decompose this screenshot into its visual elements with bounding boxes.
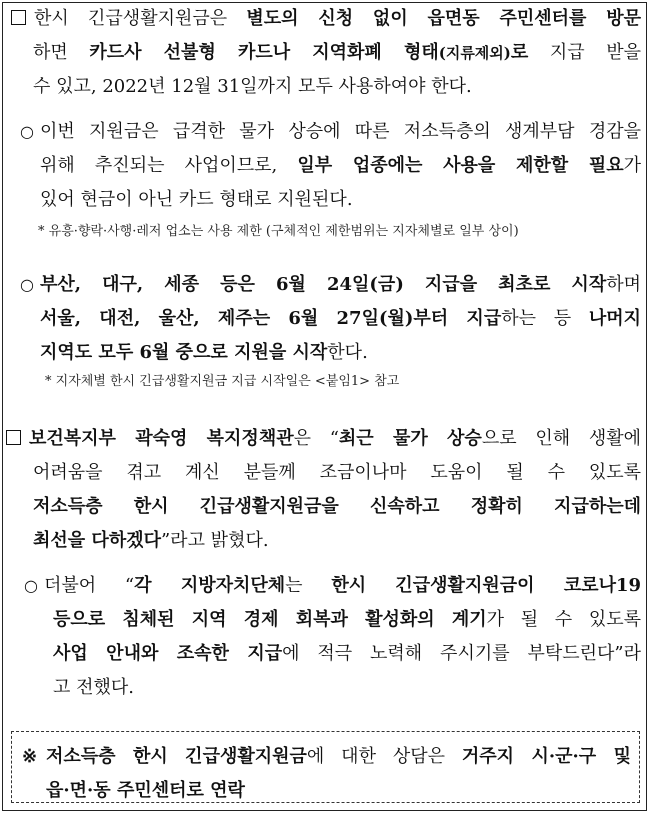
contact-notice-line-1: ※ 저소득층 한시 긴급생활지원금에 대한 상담은 거주지 시·군·구 및 — [0, 740, 651, 774]
paragraph-3-line-2: 서울, 대전, 울산, 제주는 6월 27일(월)부터 지급하는 등 나머지 — [40, 308, 641, 329]
checkbox-bullet-icon — [6, 430, 21, 445]
contact-notice — [0, 740, 651, 808]
paragraph-5-line-3: 사업 안내와 조속한 지급에 적극 노력해 주시기를 부탁드린다”라 — [53, 643, 642, 664]
circle-bullet-icon: ○ — [20, 275, 34, 294]
paragraph-2-line-3: 있어 현금이 아닌 카드 형태로 지원된다. — [40, 189, 353, 210]
paragraph-4 — [0, 422, 651, 558]
paragraph-5 — [0, 569, 651, 705]
paragraph-4-line-1: 보건복지부 곽숙영 복지정책관은 “최근 물가 상승으로 인해 생활에 — [0, 422, 651, 456]
paragraph-5-line-4: 고 전했다. — [53, 677, 134, 698]
paragraph-3-line-3: 지역도 모두 6월 중으로 지원을 시작한다. — [40, 342, 368, 363]
paragraph-3-line-1: ○ 부산, 대구, 세종 등은 6월 24일(금) 지급을 최초로 시작하며 — [0, 268, 651, 302]
circle-bullet-icon: ○ — [24, 576, 38, 595]
paragraph-1-line-1: 한시 긴급생활지원금은 별도의 신청 없이 읍면동 주민센터를 방문 — [0, 2, 651, 36]
circle-bullet-icon: ○ — [20, 122, 34, 141]
paragraph-2-footnote: * 유흥·향락·사행·레저 업소는 사용 제한 (구체적인 제한범위는 지자체별로 일부 상이) — [38, 224, 519, 239]
paragraph-1-line-2: 하면 카드사 선불형 카드나 지역화폐 형태(지류제외)로 지급 받을 — [33, 42, 642, 63]
paragraph-1 — [0, 2, 651, 104]
contact-notice-line-2: 읍·면·동 주민센터로 연락 — [46, 780, 245, 801]
paragraph-4-line-2: 어려움을 겪고 계신 분들께 조금이나마 도움이 될 수 있도록 — [33, 462, 641, 483]
paragraph-3-footnote: * 지자체별 한시 긴급생활지원금 지급 시작일은 <붙임1> 참고 — [45, 374, 400, 389]
reference-mark-icon: ※ — [22, 746, 38, 767]
paragraph-2-line-1: ○ 이번 지원금은 급격한 물가 상승에 따른 저소득층의 생계부담 경감을 — [0, 115, 651, 149]
paragraph-4-line-4: 최선을 다하겠다”라고 밝혔다. — [33, 530, 269, 551]
paragraph-3 — [0, 268, 651, 370]
paragraph-4-line-3: 저소득층 한시 긴급생활지원금을 신속하고 정확히 지급하는데 — [33, 496, 641, 517]
paragraph-5-line-2: 등으로 침체된 지역 경제 회복과 활성화의 계기가 될 수 있도록 — [53, 609, 641, 630]
paragraph-2 — [0, 115, 651, 217]
checkbox-bullet-icon — [11, 10, 26, 25]
paragraph-2-line-2: 위해 추진되는 사업이므로, 일부 업종에는 사용을 제한할 필요가 — [40, 155, 641, 176]
paragraph-1-line-3: 수 있고, 2022년 12월 31일까지 모두 사용하여야 한다. — [33, 76, 472, 97]
paragraph-5-line-1: ○ 더불어 “각 지방자치단체는 한시 긴급생활지원금이 코로나19 — [0, 569, 651, 603]
